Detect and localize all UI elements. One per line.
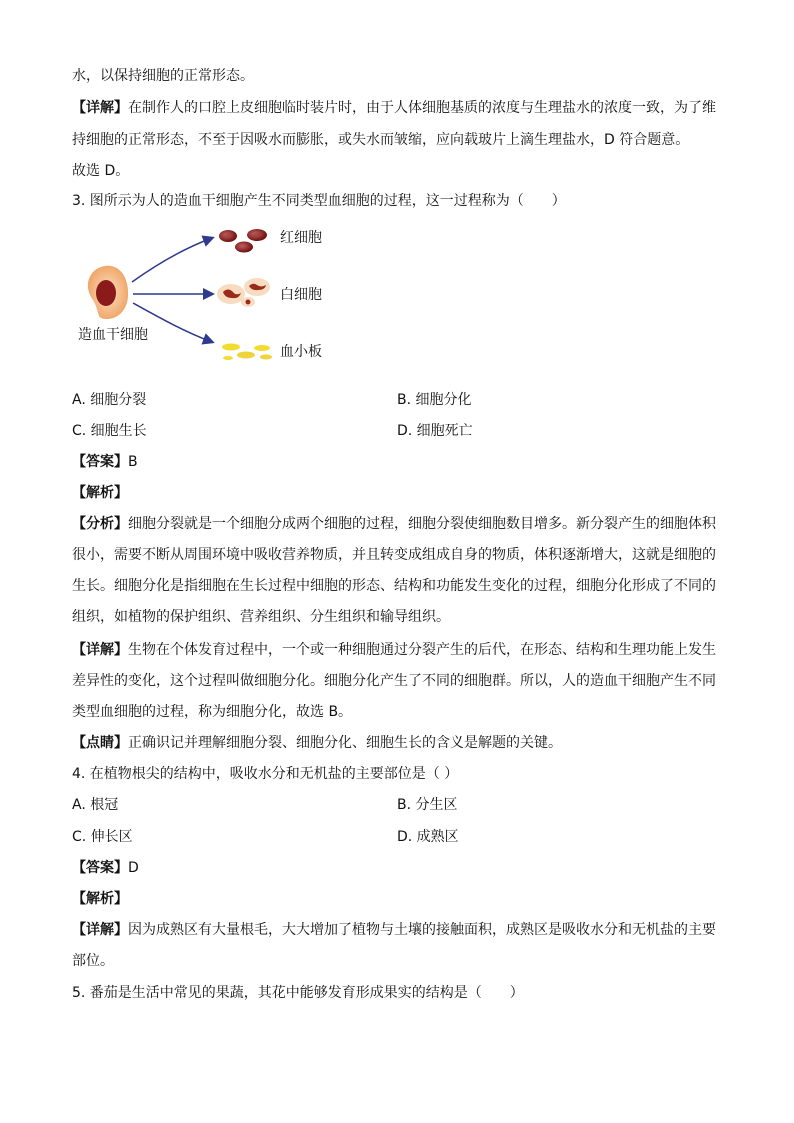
q3-option-b: B. 细胞分化	[397, 392, 472, 408]
question-3-stem: 3. 图所示为人的造血干细胞产生不同类型血细胞的过程，这一过程称为（ ）	[72, 193, 566, 209]
white-blood-cell-icon	[217, 278, 270, 307]
rbc-label: 红细胞	[280, 230, 322, 246]
text-line: 【点睛】正确识记并理解细胞分裂、细胞分化、细胞生长的含义是解题的关键。	[72, 735, 562, 751]
text-line: 组织，如植物的保护组织、营养组织、分生组织和输导组织。	[72, 609, 450, 625]
text-line: 部位。	[72, 953, 114, 969]
text-line: 水，以保持细胞的正常形态。	[72, 68, 254, 84]
q4-option-a: A. 根冠	[72, 797, 119, 813]
q4-answer: 【答案】D	[72, 860, 139, 876]
stem-cell-label: 造血干细胞	[78, 327, 148, 343]
q3-analysis-heading: 【解析】	[72, 485, 128, 501]
q3-answer: 【答案】B	[72, 454, 138, 470]
text-line: 很小，需要不断从周围环境中吸收营养物质，并且转变成组成自身的物质，体积逐渐增大，这就是细胞的	[72, 547, 716, 563]
q4-option-b: B. 分生区	[397, 797, 458, 813]
text-line: 【详解】因为成熟区有大量根毛，大大增加了植物与土壤的接触面积，成熟区是吸收水分和无机盐的主要	[72, 922, 716, 938]
text-line: 【详解】在制作人的口腔上皮细胞临时装片时，由于人体细胞基质的浓度与生理盐水的浓度一致，为了维	[72, 100, 716, 116]
text-line: 持细胞的正常形态，不至于因吸水而膨胀，或失水而皱缩，应向载玻片上滴生理盐水，D 符合题意。	[72, 132, 690, 148]
text-line: 【详解】生物在个体发育过程中，一个或一种细胞通过分裂产生的后代，在形态、结构和生理功能上发生	[72, 642, 716, 658]
q4-analysis-heading: 【解析】	[72, 891, 128, 907]
arrow-to-rbc	[132, 238, 212, 282]
red-blood-cell-icon	[219, 229, 267, 253]
text-line: 类型血细胞的过程，称为细胞分化，故选 B。	[72, 704, 353, 720]
q4-option-d: D. 成熟区	[397, 829, 459, 845]
question-4-stem: 4. 在植物根尖的结构中，吸收水分和无机盐的主要部位是（ ）	[72, 766, 459, 782]
text-line: 生长。细胞分化是指细胞在生长过程中细胞的形态、结构和功能发生变化的过程，细胞分化形成了不同的	[72, 578, 716, 594]
question-5-stem: 5. 番茄是生活中常见的果蔬，其花中能够发育形成果实的结构是（ ）	[72, 985, 524, 1001]
q3-option-a: A. 细胞分裂	[72, 392, 147, 408]
stem-cell-icon	[88, 266, 128, 319]
platelet-icon	[222, 344, 272, 361]
q4-option-c: C. 伸长区	[72, 829, 133, 845]
text-line: 差异性的变化，这个过程叫做细胞分化。细胞分化产生了不同的细胞群。所以，人的造血干细胞产生不同	[72, 673, 716, 689]
text-line: 故选 D。	[72, 163, 130, 179]
q3-option-d: D. 细胞死亡	[397, 423, 473, 439]
q3-option-c: C. 细胞生长	[72, 423, 147, 439]
platelet-label: 血小板	[280, 344, 322, 360]
text-line: 【分析】细胞分裂就是一个细胞分成两个细胞的过程，细胞分裂使细胞数目增多。新分裂产生的细胞体积	[72, 516, 716, 532]
wbc-label: 白细胞	[280, 287, 322, 303]
